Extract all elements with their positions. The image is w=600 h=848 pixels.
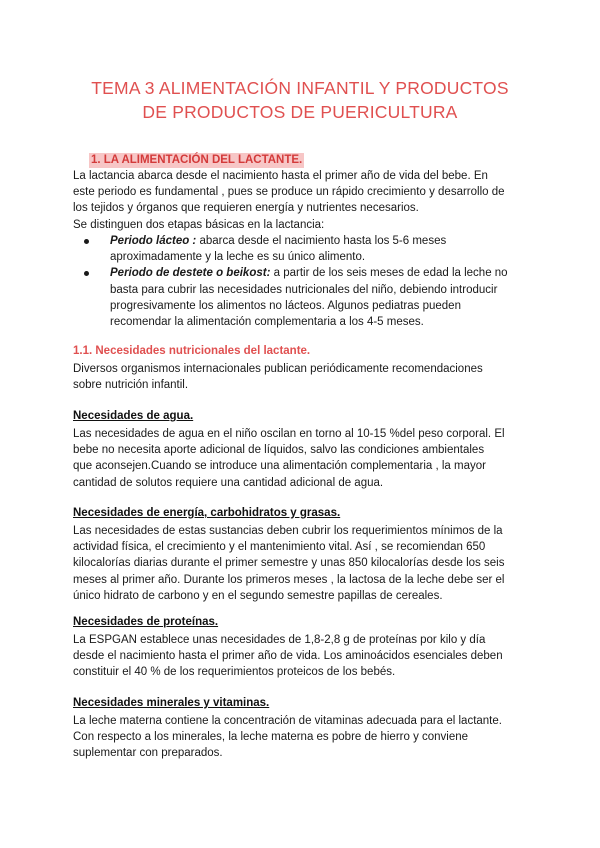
protein-text (73, 632, 533, 681)
minerals-heading: Necesidades minerales y vitaminas. (73, 697, 270, 709)
text-line: que aconsejen.Cuando se introduce una alimentación complementaria , la mayor (73, 460, 486, 473)
bullet-icon (84, 239, 89, 244)
subsection-heading: 1.1. Necesidades nutricionales del lactante. (73, 345, 311, 357)
text-line: La lactancia abarca desde el nacimiento hasta el primer año de vida del bebe. En (73, 170, 488, 182)
bullet-icon (84, 271, 89, 276)
text-line: Diversos organismos internacionales publican periódicamente recomendaciones (73, 363, 483, 375)
text-line: Las necesidades de estas sustancias deben cubrir los requerimientos mínimos de la (73, 525, 503, 537)
energy-text (73, 523, 533, 604)
bullet-text: abarca desde el nacimiento hasta los 5-6 meses (196, 235, 447, 247)
text-line: único hidrato de carbono y en el segundo semestre papillas de cereales. (73, 589, 443, 602)
text-line: Se distinguen dos etapas básicas en la lactancia: (73, 218, 325, 231)
text-line: progresivamente los alimentos no lácteos. Algunos pediatras pueden (110, 299, 461, 312)
text-line: desde el nacimiento hasta el primer año de vida. Los aminoácidos esenciales deben (73, 650, 503, 663)
text-line: Las necesidades de agua en el niño oscilan en torno al 10-15 %del peso corporal. El (73, 428, 505, 440)
text-line: basta para cubrir las necesidades nutricionales del niño, debiendo introducir (110, 283, 498, 296)
title-line-2: DE PRODUCTOS DE PUERICULTURA (142, 102, 458, 122)
text-line: suplementar con preparados. (73, 747, 223, 760)
text-line: kilocalorías diarias durante el primer semestre y unas 850 kilocalorías desde los seis (73, 557, 505, 570)
text-line: meses al primer año. Durante los primeros meses , la lactosa de la leche debe ser el (73, 573, 505, 586)
subsection-text (73, 361, 533, 393)
protein-heading: Necesidades de proteínas. (73, 616, 219, 628)
energy-heading: Necesidades de energía, carbohidratos y grasas. (73, 507, 341, 519)
text-line: recomendar la alimentación complementaria a los 4-5 meses. (110, 316, 424, 329)
text-line: los tejidos y órganos que requieren energía y nutrientes necesarios. (73, 202, 419, 215)
water-text (73, 426, 533, 491)
minerals-text (73, 713, 533, 762)
text-line: aproximadamente y la leche es su único alimento. (110, 251, 366, 264)
text-line: Con respecto a los minerales, la leche materna es pobre de hierro y conviene (73, 731, 469, 744)
water-heading: Necesidades de agua. (73, 410, 194, 422)
text-line: este periodo es fundamental , pues se produce un rápido crecimiento y desarrollo de (73, 186, 505, 199)
bullet-text: a partir de los seis meses de edad la leche no (270, 267, 508, 280)
bullet-list (93, 233, 533, 330)
text-line: actividad física, el crecimiento y el mantenimiento vital. Así , se recomiendan 650 (73, 541, 486, 554)
text-line: constituir el 40 % de los requerimientos proteicos de los bebés. (73, 666, 396, 679)
section-heading: 1. LA ALIMENTACIÓN DEL LACTANTE. (91, 154, 303, 166)
section-intro (73, 168, 533, 233)
text-line: bebe no necesita aporte adicional de líquidos, salvo las condiciones ambientales (73, 444, 485, 457)
text-line: sobre nutrición infantil. (73, 379, 189, 392)
list-item (93, 265, 533, 330)
page-title (40, 76, 560, 124)
text-line: La ESPGAN establece unas necesidades de 1,8-2,8 g de proteínas por kilo y día (73, 634, 486, 646)
list-item (93, 233, 533, 265)
text-line: La leche materna contiene la concentración de vitaminas adecuada para el lactante. (73, 715, 502, 727)
bullet-term: Periodo de destete o beikost: (110, 267, 271, 280)
bullet-term: Periodo lácteo : (110, 235, 197, 247)
text-line: cantidad de solutos requiere una cantidad adicional de agua. (73, 476, 384, 489)
title-line-1: TEMA 3 ALIMENTACIÓN INFANTIL Y PRODUCTOS (91, 78, 509, 98)
